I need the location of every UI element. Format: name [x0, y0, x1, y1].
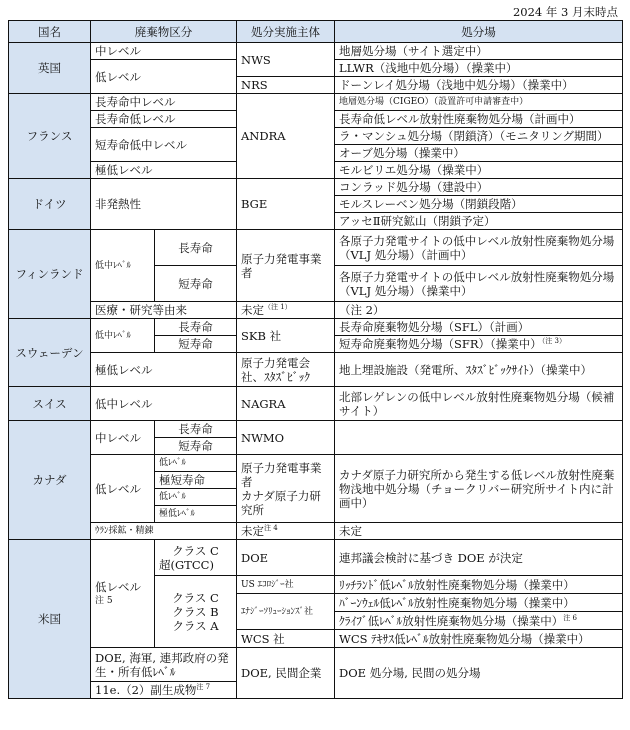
- footnote-mark: 注 5: [95, 595, 113, 606]
- waste-subclass: 長寿命: [155, 230, 237, 266]
- disposal-site: ドーンレイ処分場（浅地中処分場）（操業中）: [335, 77, 623, 94]
- header-site: 処分場: [335, 21, 623, 43]
- operator: ANDRA: [237, 94, 335, 179]
- waste-class: 低レベル: [91, 455, 155, 523]
- operator: NWMO: [237, 421, 335, 455]
- waste-class: 短寿命低中レベル: [91, 128, 237, 162]
- disposal-site: WCS ﾃｷｻｽ低ﾚﾍﾞﾙ放射性廃棄物処分場（操業中）: [335, 630, 623, 648]
- country-usa: 米国: [9, 540, 91, 699]
- disposal-site: [335, 336, 623, 353]
- waste-class: 低レベル: [91, 60, 237, 94]
- waste-class: 低中レベル: [91, 387, 237, 421]
- waste-subclass: [155, 576, 237, 648]
- waste-subclass: 極短寿命: [155, 472, 237, 489]
- waste-class: 中レベル: [91, 43, 237, 60]
- operator: NRS: [237, 77, 335, 94]
- header-country: 国名: [9, 21, 91, 43]
- waste-subclass: 短寿命: [155, 266, 237, 302]
- site-name: 短寿命廃棄物処分場（SFR）（操業中）: [339, 337, 542, 351]
- operator-name: 未定: [241, 524, 264, 538]
- class-label: クラス C: [172, 543, 219, 558]
- disposal-site: [335, 612, 623, 630]
- disposal-site: 地上埋設施設（発電所、ｽﾀｽﾞﾋﾞｯｸｻｲﾄ）（操業中）: [335, 353, 623, 387]
- operator: NWS: [237, 43, 335, 77]
- country-switzerland: スイス: [9, 387, 91, 421]
- operator: BGE: [237, 179, 335, 230]
- waste-class: 中レベル: [91, 421, 155, 455]
- waste-class: 医療・研究等由来: [91, 302, 237, 319]
- waste-class: 非発熱性: [91, 179, 237, 230]
- waste-class: [91, 682, 237, 699]
- country-finland: フィンランド: [9, 230, 91, 319]
- disposal-site: ﾘｯﾁﾗﾝﾄﾞ低ﾚﾍﾞﾙ放射性廃棄物処分場（操業中）: [335, 576, 623, 594]
- disposal-site: 長寿命廃棄物処分場（SFL）（計画）: [335, 319, 623, 336]
- disposal-site: ラ・マンシュ処分場（閉鎖済）（モニタリング期間）: [335, 128, 623, 145]
- operator-name: カナダ原子力研究所: [241, 488, 321, 517]
- waste-subclass: [155, 540, 237, 576]
- disposal-site: 長寿命低レベル放射性廃棄物処分場（計画中）: [335, 111, 623, 128]
- waste-subclass: 短寿命: [155, 336, 237, 353]
- operator-name: 未定: [241, 303, 264, 317]
- waste-class: 低中ﾚﾍﾞﾙ: [91, 230, 155, 302]
- country-sweden: スウェーデン: [9, 319, 91, 387]
- waste-class: [91, 540, 155, 648]
- waste-subclass: 長寿命: [155, 421, 237, 438]
- country-canada: カナダ: [9, 421, 91, 540]
- waste-class: 長寿命中レベル: [91, 94, 237, 111]
- disposal-site: 各原子力発電サイトの低中レベル放射性廃棄物処分場（VLJ 処分場）（計画中）: [335, 230, 623, 266]
- site-name: ｸﾗｲﾌﾞ低ﾚﾍﾞﾙ放射性廃棄物処分場（操業中）: [339, 613, 564, 628]
- operator: US ｴｺﾛｼﾞｰ社: [237, 576, 335, 594]
- footnote-mark: 注 4: [264, 524, 278, 532]
- disposal-site: モルビリエ処分場（操業中）: [335, 162, 623, 179]
- operator: 原子力発電事業者: [237, 230, 335, 302]
- disposal-site: ﾊﾞｰﾝｳｪﾙ低ﾚﾍﾞﾙ放射性廃棄物処分場（操業中）: [335, 594, 623, 612]
- waste-subclass: 低ﾚﾍﾞﾙ: [155, 455, 237, 472]
- operator: ｴﾅｼﾞｰｿﾘｭｰｼｮﾝｽﾞ社: [237, 594, 335, 630]
- disposal-site: アッセⅡ研究鉱山（閉鎖予定）: [335, 213, 623, 230]
- operator: 原子力発電会社、ｽﾀｽﾞﾋﾞｯｸ: [237, 353, 335, 387]
- waste-subclass: 長寿命: [155, 319, 237, 336]
- class-label: クラス C: [172, 590, 219, 605]
- waste-class: 長寿命低レベル: [91, 111, 237, 128]
- operator: [237, 523, 335, 540]
- disposal-site: 北部レゲレンの低中レベル放射性廃棄物処分場（候補サイト）: [335, 387, 623, 421]
- country-france: フランス: [9, 94, 91, 179]
- header-operator: 処分実施主体: [237, 21, 335, 43]
- disposal-site: コンラッド処分場（建設中）: [335, 179, 623, 196]
- waste-subclass: 低ﾚﾍﾞﾙ: [155, 489, 237, 506]
- disposal-site: 地層処分場（サイト選定中）: [335, 43, 623, 60]
- disposal-site: モルスレーベン処分場（閉鎖段階）: [335, 196, 623, 213]
- footnote-mark: 注 6: [563, 613, 577, 622]
- operator: [237, 302, 335, 319]
- header-waste-class: 廃棄物区分: [91, 21, 237, 43]
- footnote-mark: 注 7: [196, 683, 211, 691]
- disposal-site: 連邦議会検討に基づき DOE が決定: [335, 540, 623, 576]
- operator: SKB 社: [237, 319, 335, 353]
- country-uk: 英国: [9, 43, 91, 94]
- disposal-site: LLWR（浅地中処分場）（操業中）: [335, 60, 623, 77]
- class-label: クラス B: [172, 604, 219, 619]
- waste-class: DOE, 海軍, 連邦政府の発生・所有低ﾚﾍﾞﾙ: [91, 648, 237, 682]
- waste-class: ｳﾗﾝ採鉱・精錬: [91, 523, 237, 540]
- waste-subclass: 極低ﾚﾍﾞﾙ: [155, 506, 237, 523]
- disposal-site: 各原子力発電サイトの低中レベル放射性廃棄物処分場（VLJ 処分場）（操業中）: [335, 266, 623, 302]
- footnote-mark: （注 3）: [541, 337, 566, 345]
- waste-class: 極低レベル: [91, 162, 237, 179]
- operator: [237, 455, 335, 523]
- disposal-table: [8, 20, 623, 699]
- disposal-site: DOE 処分場, 民間の処分場: [335, 648, 623, 699]
- waste-class: 低中ﾚﾍﾞﾙ: [91, 319, 155, 353]
- waste-class-label: 低レベル: [95, 579, 141, 594]
- as-of-date: 2024 年 3 月末時点: [512, 5, 618, 19]
- waste-class: 極低レベル: [91, 353, 237, 387]
- disposal-site: 未定: [335, 523, 623, 540]
- disposal-site-empty: [335, 421, 623, 455]
- disposal-site: カナダ原子力研究所から発生する低レベル放射性廃棄物浅地中処分場（チョークリバー研究所サイト内に計画中）: [335, 455, 623, 523]
- operator: DOE: [237, 540, 335, 576]
- class-label: クラス A: [172, 618, 219, 633]
- waste-class-label: 11e.（2）副生成物: [95, 683, 197, 697]
- header-row: [9, 21, 623, 43]
- operator: NAGRA: [237, 387, 335, 421]
- operator: DOE, 民間企業: [237, 648, 335, 699]
- disposal-site: オーブ処分場（操業中）: [335, 145, 623, 162]
- disposal-site: （注 2）: [335, 302, 623, 319]
- waste-subclass: 短寿命: [155, 438, 237, 455]
- operator-name: 原子力発電事業者: [241, 460, 322, 489]
- country-germany: ドイツ: [9, 179, 91, 230]
- disposal-site: 地層処分場（CIGEO）（設置許可申請審査中）: [335, 94, 623, 111]
- footnote-mark: （注 1）: [264, 303, 292, 311]
- operator: WCS 社: [237, 630, 335, 648]
- class-label: 超(GTCC): [159, 557, 214, 572]
